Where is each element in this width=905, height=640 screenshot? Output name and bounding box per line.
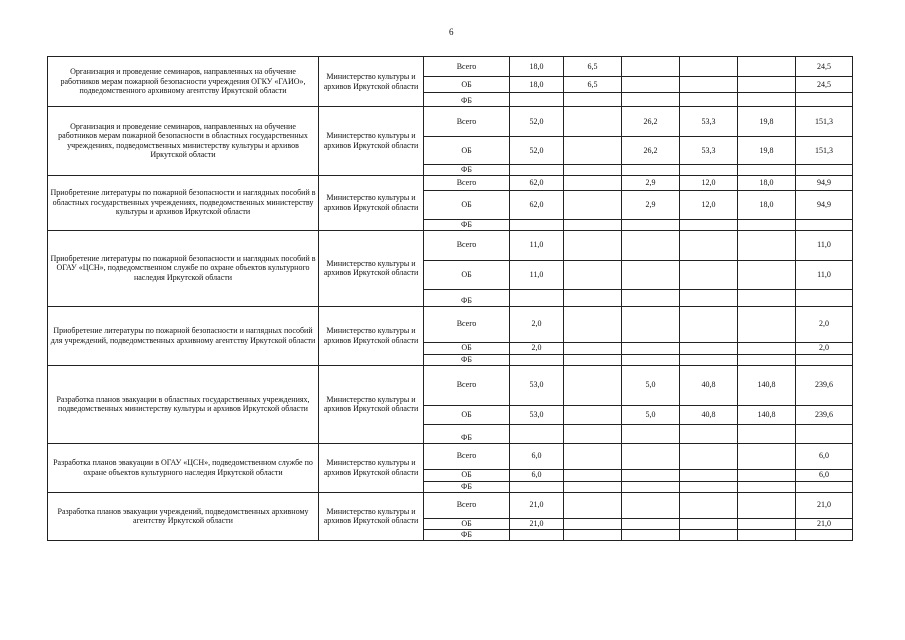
amount-cell <box>510 424 564 443</box>
amount-cell <box>738 342 796 354</box>
funding-source: ОБ <box>424 137 510 165</box>
amount-cell <box>564 518 622 529</box>
amount-cell <box>796 529 853 540</box>
event-name: Разработка планов эвакуации в ОГАУ «ЦСН», подведомственном службе по охране объектов культурного наследия Иркутской области <box>48 443 319 492</box>
amount-cell <box>796 219 853 230</box>
funding-source: ОБ <box>424 518 510 529</box>
funding-source: ОБ <box>424 469 510 481</box>
amount-cell <box>564 492 622 518</box>
amount-cell: 12,0 <box>680 190 738 219</box>
amount-cell <box>622 57 680 77</box>
amount-cell <box>738 260 796 289</box>
amount-cell <box>738 518 796 529</box>
funding-source: ФБ <box>424 93 510 107</box>
amount-cell <box>622 443 680 469</box>
amount-cell: 53,3 <box>680 137 738 165</box>
amount-cell <box>622 219 680 230</box>
amount-cell <box>564 365 622 405</box>
funding-source: Всего <box>424 175 510 190</box>
amount-cell: 52,0 <box>510 137 564 165</box>
amount-cell <box>680 93 738 107</box>
funding-source: ФБ <box>424 529 510 540</box>
amount-cell <box>738 354 796 365</box>
executor-name: Министерство культуры и архивов Иркутской области <box>319 57 424 107</box>
amount-cell: 53,3 <box>680 107 738 137</box>
funding-source: ФБ <box>424 219 510 230</box>
amount-cell: 2,9 <box>622 175 680 190</box>
amount-cell <box>680 518 738 529</box>
amount-cell <box>510 289 564 306</box>
amount-cell: 11,0 <box>510 260 564 289</box>
amount-cell <box>622 518 680 529</box>
executor-name: Министерство культуры и архивов Иркутской области <box>319 492 424 540</box>
executor-name: Министерство культуры и архивов Иркутской области <box>319 306 424 365</box>
budget-table <box>47 56 853 541</box>
amount-cell <box>796 481 853 492</box>
amount-cell: 6,0 <box>510 469 564 481</box>
amount-cell: 11,0 <box>796 260 853 289</box>
amount-cell <box>680 77 738 93</box>
amount-cell: 19,8 <box>738 107 796 137</box>
amount-cell <box>680 57 738 77</box>
event-name: Приобретение литературы по пожарной безопасности и наглядных пособий в ОГАУ «ЦСН», подведомственном службе по охране объектов культурного наследия Иркутской области <box>48 230 319 306</box>
amount-cell: 18,0 <box>510 57 564 77</box>
amount-cell <box>564 165 622 176</box>
amount-cell <box>796 93 853 107</box>
amount-cell <box>738 230 796 260</box>
amount-cell: 6,0 <box>796 443 853 469</box>
amount-cell <box>680 306 738 342</box>
funding-source: Всего <box>424 492 510 518</box>
amount-cell <box>622 289 680 306</box>
amount-cell: 151,3 <box>796 137 853 165</box>
amount-cell <box>622 77 680 93</box>
amount-cell: 40,8 <box>680 405 738 424</box>
amount-cell: 53,0 <box>510 365 564 405</box>
amount-cell <box>680 354 738 365</box>
amount-cell: 21,0 <box>796 492 853 518</box>
amount-cell <box>738 469 796 481</box>
amount-cell: 94,9 <box>796 190 853 219</box>
amount-cell: 24,5 <box>796 57 853 77</box>
amount-cell <box>622 469 680 481</box>
amount-cell <box>738 57 796 77</box>
executor-name: Министерство культуры и архивов Иркутской области <box>319 107 424 176</box>
amount-cell <box>738 492 796 518</box>
amount-cell <box>564 190 622 219</box>
amount-cell <box>738 443 796 469</box>
amount-cell <box>738 529 796 540</box>
funding-source: Всего <box>424 230 510 260</box>
amount-cell <box>564 93 622 107</box>
amount-cell <box>738 93 796 107</box>
amount-cell <box>622 354 680 365</box>
amount-cell: 21,0 <box>510 518 564 529</box>
funding-source: Всего <box>424 306 510 342</box>
amount-cell: 18,0 <box>510 77 564 93</box>
amount-cell <box>564 306 622 342</box>
amount-cell <box>680 342 738 354</box>
amount-cell: 18,0 <box>738 175 796 190</box>
amount-cell: 53,0 <box>510 405 564 424</box>
amount-cell <box>622 342 680 354</box>
amount-cell <box>738 424 796 443</box>
amount-cell: 62,0 <box>510 190 564 219</box>
amount-cell: 6,0 <box>796 469 853 481</box>
amount-cell: 6,5 <box>564 77 622 93</box>
funding-source: ОБ <box>424 342 510 354</box>
event-name: Разработка планов эвакуации в областных государственных учреждениях, подведомственных министерству культуры и архивов Иркутской области <box>48 365 319 443</box>
amount-cell <box>564 289 622 306</box>
amount-cell: 21,0 <box>796 518 853 529</box>
executor-name: Министерство культуры и архивов Иркутской области <box>319 175 424 230</box>
amount-cell: 151,3 <box>796 107 853 137</box>
amount-cell <box>564 219 622 230</box>
executor-name: Министерство культуры и архивов Иркутской области <box>319 230 424 306</box>
amount-cell <box>510 93 564 107</box>
table-row <box>48 175 853 190</box>
executor-name: Министерство культуры и архивов Иркутской области <box>319 365 424 443</box>
amount-cell: 239,6 <box>796 365 853 405</box>
amount-cell: 2,0 <box>510 342 564 354</box>
event-name: Разработка планов эвакуации учреждений, подведомственных архивному агентству Иркутской области <box>48 492 319 540</box>
funding-source: ФБ <box>424 424 510 443</box>
amount-cell <box>738 481 796 492</box>
amount-cell <box>680 492 738 518</box>
amount-cell <box>564 107 622 137</box>
funding-source: Всего <box>424 443 510 469</box>
funding-source: ОБ <box>424 77 510 93</box>
amount-cell <box>796 354 853 365</box>
amount-cell <box>564 424 622 443</box>
funding-source: ФБ <box>424 165 510 176</box>
amount-cell <box>510 354 564 365</box>
event-name: Приобретение литературы по пожарной безопасности и наглядных пособий в областных государственных учреждениях, подведомственных министерству культуры и архивов Иркутской области <box>48 175 319 230</box>
amount-cell <box>680 443 738 469</box>
amount-cell <box>564 137 622 165</box>
amount-cell: 52,0 <box>510 107 564 137</box>
amount-cell: 140,8 <box>738 405 796 424</box>
amount-cell: 94,9 <box>796 175 853 190</box>
amount-cell <box>680 219 738 230</box>
funding-source: ОБ <box>424 260 510 289</box>
amount-cell: 12,0 <box>680 175 738 190</box>
amount-cell <box>564 469 622 481</box>
amount-cell: 239,6 <box>796 405 853 424</box>
table-row <box>48 492 853 518</box>
amount-cell <box>738 306 796 342</box>
amount-cell <box>680 260 738 289</box>
funding-source: Всего <box>424 365 510 405</box>
amount-cell <box>510 165 564 176</box>
amount-cell <box>510 529 564 540</box>
table-row <box>48 107 853 137</box>
event-name: Организация и проведение семинаров, направленных на обучение работников мерам пожарной безопасности учреждения ОГКУ «ГАИО», подведомственного архивному агентству Иркутской области <box>48 57 319 107</box>
amount-cell <box>622 230 680 260</box>
amount-cell <box>738 219 796 230</box>
amount-cell <box>622 260 680 289</box>
amount-cell: 21,0 <box>510 492 564 518</box>
page-number: 6 <box>449 27 454 37</box>
amount-cell <box>564 405 622 424</box>
amount-cell <box>510 481 564 492</box>
amount-cell <box>738 77 796 93</box>
amount-cell <box>622 165 680 176</box>
amount-cell: 11,0 <box>796 230 853 260</box>
amount-cell: 26,2 <box>622 137 680 165</box>
funding-source: ОБ <box>424 405 510 424</box>
amount-cell <box>564 481 622 492</box>
amount-cell <box>510 219 564 230</box>
amount-cell: 26,2 <box>622 107 680 137</box>
amount-cell: 40,8 <box>680 365 738 405</box>
table-row <box>48 365 853 405</box>
amount-cell <box>564 230 622 260</box>
funding-source: Всего <box>424 57 510 77</box>
table-row <box>48 443 853 469</box>
event-name: Организация и проведение семинаров, направленных на обучение работников мерам пожарной безопасности в областных государственных учреждениях, подведомственных министерству культуры и архивов Иркутской области <box>48 107 319 176</box>
amount-cell: 5,0 <box>622 405 680 424</box>
amount-cell: 18,0 <box>738 190 796 219</box>
amount-cell: 2,0 <box>796 306 853 342</box>
amount-cell <box>622 529 680 540</box>
amount-cell <box>564 342 622 354</box>
amount-cell: 140,8 <box>738 365 796 405</box>
amount-cell <box>680 165 738 176</box>
funding-source: ФБ <box>424 289 510 306</box>
funding-source: ОБ <box>424 190 510 219</box>
table-row <box>48 306 853 342</box>
amount-cell <box>738 165 796 176</box>
amount-cell <box>680 230 738 260</box>
amount-cell: 62,0 <box>510 175 564 190</box>
funding-source: ФБ <box>424 481 510 492</box>
amount-cell <box>564 354 622 365</box>
amount-cell: 6,5 <box>564 57 622 77</box>
amount-cell: 2,9 <box>622 190 680 219</box>
amount-cell <box>622 424 680 443</box>
amount-cell: 11,0 <box>510 230 564 260</box>
amount-cell <box>622 306 680 342</box>
funding-source: Всего <box>424 107 510 137</box>
amount-cell <box>680 469 738 481</box>
executor-name: Министерство культуры и архивов Иркутской области <box>319 443 424 492</box>
amount-cell <box>680 529 738 540</box>
amount-cell <box>564 260 622 289</box>
amount-cell <box>738 289 796 306</box>
amount-cell: 6,0 <box>510 443 564 469</box>
amount-cell: 24,5 <box>796 77 853 93</box>
amount-cell: 2,0 <box>510 306 564 342</box>
table-row <box>48 230 853 260</box>
amount-cell: 5,0 <box>622 365 680 405</box>
amount-cell <box>680 424 738 443</box>
amount-cell <box>622 492 680 518</box>
event-name: Приобретение литературы по пожарной безопасности и наглядных пособий для учреждений, подведомственных архивному агентству Иркутской области <box>48 306 319 365</box>
amount-cell <box>622 481 680 492</box>
amount-cell <box>564 529 622 540</box>
table-row <box>48 57 853 77</box>
amount-cell <box>680 289 738 306</box>
amount-cell <box>796 424 853 443</box>
amount-cell: 19,8 <box>738 137 796 165</box>
amount-cell: 2,0 <box>796 342 853 354</box>
amount-cell <box>680 481 738 492</box>
amount-cell <box>796 289 853 306</box>
funding-source: ФБ <box>424 354 510 365</box>
amount-cell <box>564 175 622 190</box>
amount-cell <box>622 93 680 107</box>
amount-cell <box>564 443 622 469</box>
amount-cell <box>796 165 853 176</box>
